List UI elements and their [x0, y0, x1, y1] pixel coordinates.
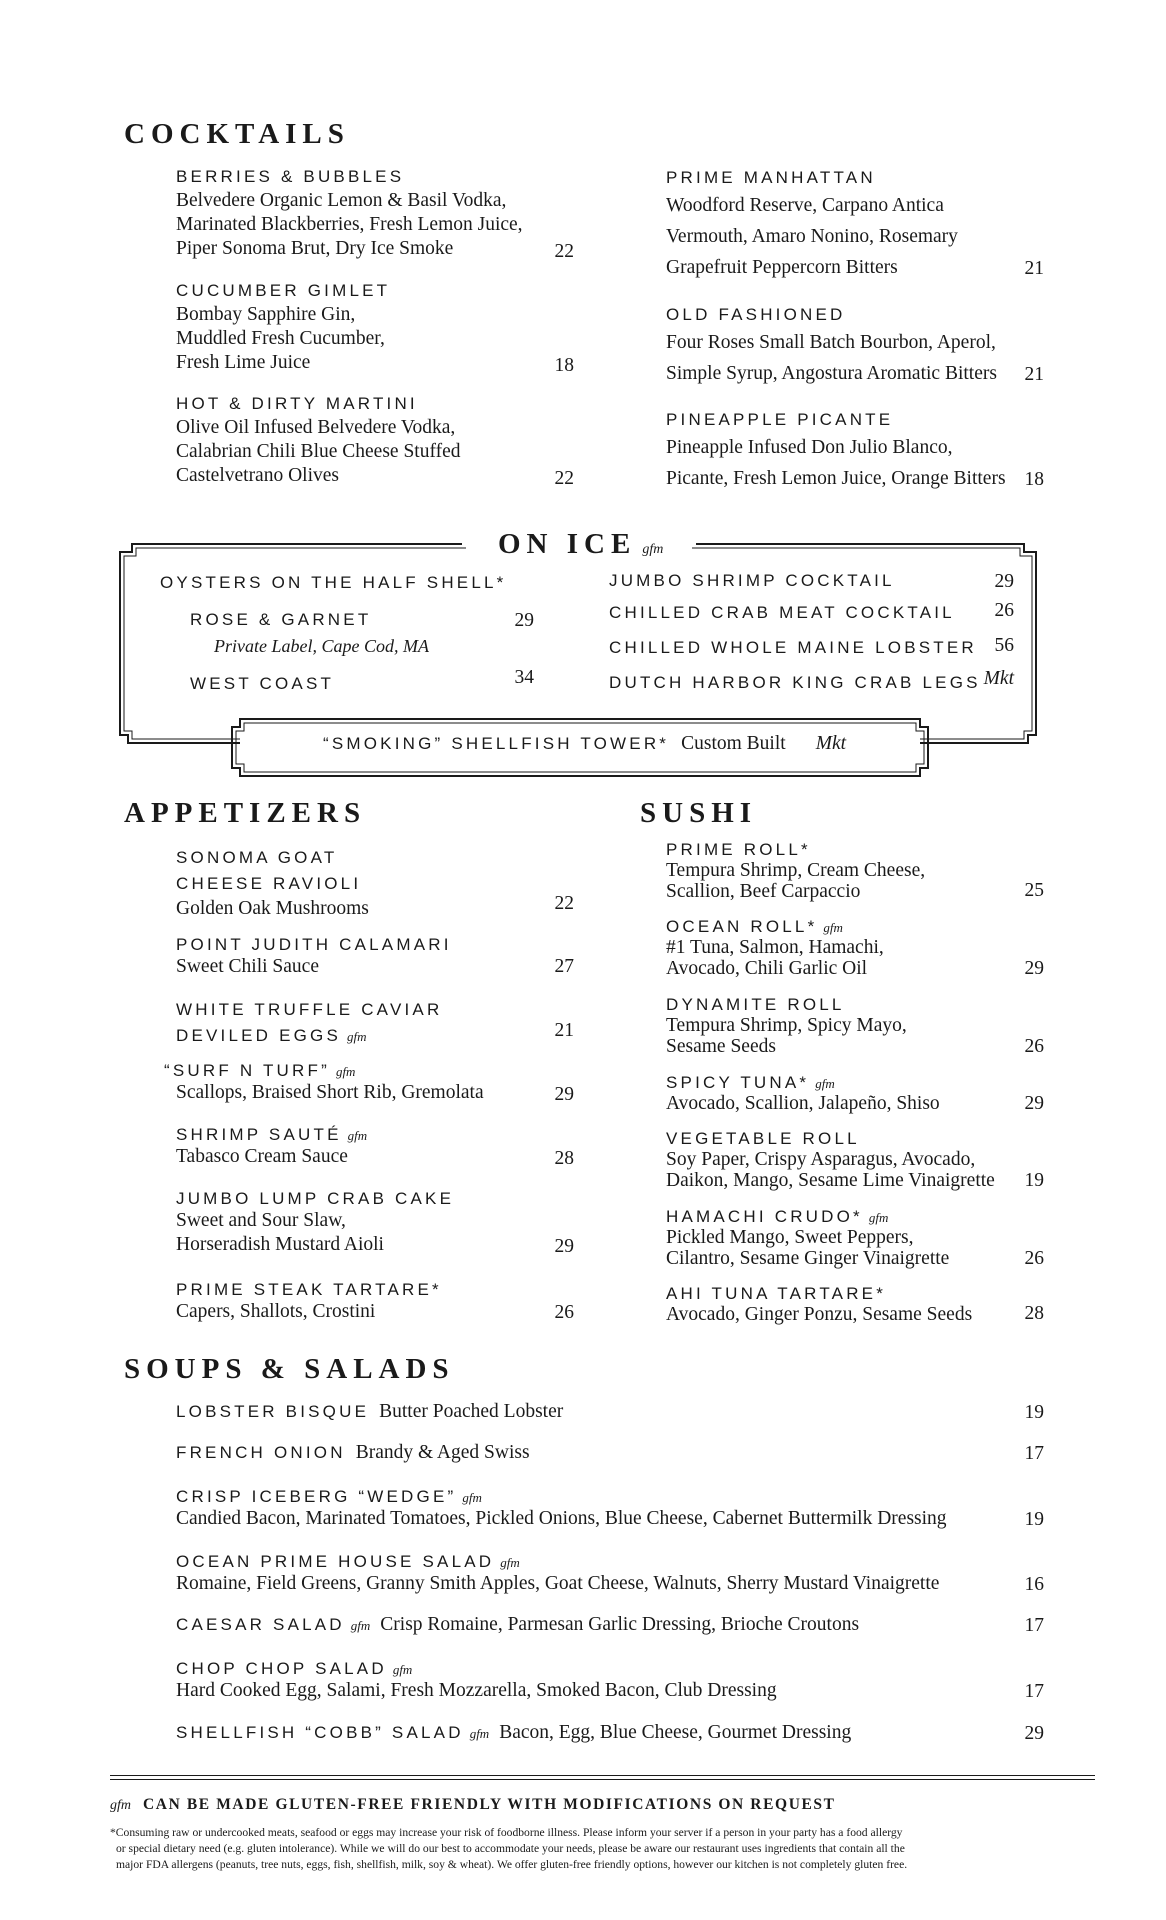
on-ice-item-name: JUMBO SHRIMP COCKTAIL: [609, 571, 895, 590]
gluten-free-text: CAN BE MADE GLUTEN-FREE FRIENDLY WITH MODIFICATIONS ON REQUEST: [143, 1796, 836, 1813]
item-desc: Avocado, Ginger Ponzu, Sesame Seeds: [666, 1304, 973, 1325]
item-desc: Vermouth, Amaro Nonino, Rosemary: [666, 226, 958, 247]
soup-salad-item: [176, 1442, 530, 1464]
item-desc: Sweet and Sour Slaw,: [176, 1210, 346, 1231]
disclaimer-line: major FDA allergens (peanuts, tree nuts, eggs, fish, shellfish, milk, soy & wheat). We offer gluten-free friendly options, however our kitchen is not completely gluten free.: [116, 1858, 908, 1871]
gfm-badge: gfm: [347, 1128, 368, 1143]
item-price: 16: [1024, 1574, 1044, 1595]
item-desc: Grapefruit Peppercorn Bitters: [666, 257, 898, 278]
item-desc: Piper Sonoma Brut, Dry Ice Smoke: [176, 238, 454, 259]
sushi-item: [666, 840, 1036, 902]
cocktail-item: [666, 305, 1036, 389]
cocktail-item: [666, 168, 1026, 283]
item-desc: Horseradish Mustard Aioli: [176, 1234, 384, 1255]
allergy-disclaimer: [110, 1825, 1070, 1873]
item-price: 22: [554, 468, 574, 489]
item-name: HOT & DIRTY MARTINI: [176, 394, 418, 413]
item-desc: Hard Cooked Egg, Salami, Fresh Mozzarella, Smoked Bacon, Club Dressing: [176, 1680, 777, 1701]
item-price: 21: [1024, 364, 1044, 385]
item-desc: Tempura Shrimp, Spicy Mayo,: [666, 1015, 907, 1036]
item-name: CRISP ICEBERG “WEDGE”: [176, 1487, 457, 1506]
cocktails-heading: COCKTAILS: [124, 118, 350, 150]
item-name: PRIME ROLL*: [666, 840, 811, 859]
on-ice-heading: [498, 528, 663, 561]
item-name: OCEAN ROLL*: [666, 917, 818, 936]
cocktail-item: [176, 394, 586, 488]
gfm-badge: gfm: [500, 1555, 520, 1570]
on-ice-item-name: DUTCH HARBOR KING CRAB LEGS: [609, 673, 981, 692]
item-price: 22: [554, 893, 574, 914]
item-desc: Woodford Reserve, Carpano Antica: [666, 195, 944, 216]
oysters-label: OYSTERS ON THE HALF SHELL*: [160, 573, 507, 592]
item-price: 22: [554, 241, 574, 262]
item-name: POINT JUDITH CALAMARI: [176, 935, 452, 954]
item-price: 19: [1024, 1170, 1044, 1191]
gfm-badge: gfm: [469, 1726, 490, 1741]
appetizers-heading: APPETIZERS: [124, 797, 367, 829]
item-name: FRENCH ONION: [176, 1443, 346, 1462]
disclaimer-line: or special dietary need (e.g. gluten intolerance). While we will do our best to accommodate your needs, please be aware our restaurant uses ingredients that contain all the: [116, 1842, 905, 1855]
item-desc: Daikon, Mango, Sesame Lime Vinaigrette: [666, 1170, 995, 1191]
item-name: DYNAMITE ROLL: [666, 995, 845, 1014]
appetizer-item: [176, 1280, 536, 1324]
soup-salad-item: [176, 1659, 777, 1703]
item-desc: Tempura Shrimp, Cream Cheese,: [666, 860, 926, 881]
item-name: “SURF N TURF”: [164, 1061, 330, 1080]
item-price: 26: [1024, 1036, 1044, 1057]
item-desc: Scallops, Braised Short Rib, Gremolata: [176, 1082, 484, 1103]
tower-price: Mkt: [815, 733, 847, 754]
sushi-item: [666, 917, 1036, 979]
soup-salad-item: [176, 1552, 939, 1596]
on-ice-item-price: Mkt: [983, 668, 1014, 689]
item-desc: Tabasco Cream Sauce: [176, 1146, 348, 1167]
item-name: OCEAN PRIME HOUSE SALAD: [176, 1552, 495, 1571]
on-ice-item-price: 26: [994, 600, 1014, 621]
west-coast-name: WEST COAST: [190, 674, 335, 693]
item-price: 29: [1024, 1093, 1044, 1114]
item-price: 29: [554, 1236, 574, 1257]
item-name: JUMBO LUMP CRAB CAKE: [176, 1189, 455, 1208]
item-desc: Soy Paper, Crispy Asparagus, Avocado,: [666, 1149, 976, 1170]
rose-garnet-desc: Private Label, Cape Cod, MA: [214, 636, 429, 656]
appetizer-item: [176, 935, 536, 979]
item-name: WHITE TRUFFLE CAVIAR: [176, 1000, 443, 1019]
item-name: SHRIMP SAUTÉ: [176, 1125, 342, 1144]
item-desc: Capers, Shallots, Crostini: [176, 1301, 376, 1322]
item-name: VEGETABLE ROLL: [666, 1129, 860, 1148]
gfm-badge: gfm: [868, 1210, 889, 1225]
item-desc: Golden Oak Mushrooms: [176, 898, 369, 919]
tower-desc: Custom Built: [681, 733, 786, 754]
item-desc: Muddled Fresh Cucumber,: [176, 328, 385, 349]
item-desc: Picante, Fresh Lemon Juice, Orange Bitters: [666, 468, 1006, 489]
item-price: 17: [1024, 1443, 1044, 1464]
west-coast-price: 34: [514, 667, 534, 688]
item-price: 29: [1024, 958, 1044, 979]
appetizer-item: [176, 1125, 536, 1169]
item-price: 25: [1024, 880, 1044, 901]
cocktail-item: [666, 410, 1036, 494]
item-price: 18: [1024, 469, 1044, 490]
soups-salads-heading: SOUPS & SALADS: [124, 1353, 455, 1385]
item-name: CUCUMBER GIMLET: [176, 281, 391, 300]
item-desc: Marinated Blackberries, Fresh Lemon Juice,: [176, 214, 523, 235]
item-price: 21: [554, 1020, 574, 1041]
item-desc: Candied Bacon, Marinated Tomatoes, Pickled Onions, Blue Cheese, Cabernet Buttermilk Dressing: [176, 1508, 947, 1529]
gfm-badge: gfm: [350, 1618, 371, 1633]
gfm-badge: gfm: [110, 1798, 131, 1813]
item-name: LOBSTER BISQUE: [176, 1402, 370, 1421]
disclaimer-line: *Consuming raw or undercooked meats, seafood or eggs may increase your risk of foodborne illness. Please inform your server if a person in your party has a food allergy: [110, 1826, 903, 1839]
soup-salad-item: [176, 1487, 947, 1531]
item-name: AHI TUNA TARTARE*: [666, 1284, 887, 1303]
tower-name: “SMOKING” SHELLFISH TOWER*: [323, 734, 670, 753]
on-ice-item-name: CHILLED CRAB MEAT COCKTAIL: [609, 603, 955, 622]
item-desc: Pineapple Infused Don Julio Blanco,: [666, 437, 953, 458]
item-name: BERRIES & BUBBLES: [176, 167, 405, 186]
item-name: CAESAR SALAD: [176, 1615, 345, 1634]
soup-salad-item: [176, 1401, 563, 1423]
item-desc: Olive Oil Infused Belvedere Vodka,: [176, 417, 456, 438]
gfm-badge: gfm: [392, 1662, 413, 1677]
soup-salad-item: [176, 1722, 851, 1744]
on-ice-item-price: 29: [994, 571, 1014, 592]
item-price: 28: [1024, 1303, 1044, 1324]
gfm-badge: gfm: [823, 920, 843, 935]
item-price: 18: [554, 355, 574, 376]
item-price: 29: [1024, 1723, 1044, 1744]
sushi-item: [666, 1073, 1036, 1114]
gfm-badge: gfm: [347, 1029, 367, 1044]
appetizer-item: [176, 845, 536, 921]
item-price: 27: [554, 956, 574, 977]
item-price: 29: [554, 1084, 574, 1105]
item-price: 17: [1024, 1615, 1044, 1636]
item-name: SPICY TUNA*: [666, 1073, 810, 1092]
item-desc: Pickled Mango, Sweet Peppers,: [666, 1227, 914, 1248]
rose-garnet-price: 29: [514, 610, 534, 631]
item-price: 19: [1024, 1509, 1044, 1530]
item-desc: Sweet Chili Sauce: [176, 956, 319, 977]
item-desc: Sesame Seeds: [666, 1036, 776, 1057]
item-desc: Bombay Sapphire Gin,: [176, 304, 356, 325]
item-desc: Avocado, Scallion, Jalapeño, Shiso: [666, 1093, 940, 1114]
rose-garnet-name: ROSE & GARNET: [190, 610, 372, 629]
item-name: OLD FASHIONED: [666, 305, 846, 324]
cocktail-item: [176, 167, 586, 261]
sushi-heading: SUSHI: [640, 797, 758, 829]
appetizer-item: [176, 1189, 536, 1257]
gluten-free-note: [110, 1796, 836, 1814]
item-desc: Calabrian Chili Blue Cheese Stuffed: [176, 441, 461, 462]
item-name: PRIME STEAK TARTARE*: [176, 1280, 442, 1299]
item-price: 19: [1024, 1402, 1044, 1423]
item-name: CHEESE RAVIOLI: [176, 874, 362, 893]
item-name: DEVILED EGGS: [176, 1026, 341, 1045]
item-desc: Simple Syrup, Angostura Aromatic Bitters: [666, 363, 997, 384]
footer-divider: [110, 1775, 1095, 1780]
gfm-badge: gfm: [335, 1064, 356, 1079]
gfm-badge: gfm: [642, 542, 664, 557]
item-name: HAMACHI CRUDO*: [666, 1207, 863, 1226]
sushi-item: [666, 995, 1036, 1057]
item-desc: #1 Tuna, Salmon, Hamachi,: [666, 937, 884, 958]
item-desc: Castelvetrano Olives: [176, 465, 339, 486]
item-desc: Romaine, Field Greens, Granny Smith Apples, Goat Cheese, Walnuts, Sherry Mustard Vinaigrette: [176, 1573, 940, 1594]
appetizer-item: [176, 997, 536, 1050]
item-desc: Four Roses Small Batch Bourbon, Aperol,: [666, 332, 996, 353]
cocktail-item: [176, 281, 586, 375]
sushi-item: [666, 1129, 1046, 1191]
shellfish-tower: [323, 733, 846, 755]
on-ice-item-name: CHILLED WHOLE MAINE LOBSTER: [609, 638, 977, 657]
soup-salad-item: [176, 1614, 859, 1636]
item-price: 17: [1024, 1681, 1044, 1702]
item-desc: Belvedere Organic Lemon & Basil Vodka,: [176, 190, 507, 211]
item-desc: Fresh Lime Juice: [176, 352, 311, 373]
item-desc: Cilantro, Sesame Ginger Vinaigrette: [666, 1248, 950, 1269]
item-name: PINEAPPLE PICANTE: [666, 410, 894, 429]
item-price: 28: [554, 1148, 574, 1169]
item-price: 26: [1024, 1248, 1044, 1269]
item-name: SHELLFISH “COBB” SALAD: [176, 1723, 464, 1742]
item-desc: Butter Poached Lobster: [379, 1401, 564, 1422]
item-desc: Scallion, Beef Carpaccio: [666, 881, 861, 902]
item-name: PRIME MANHATTAN: [666, 168, 876, 187]
gfm-badge: gfm: [462, 1490, 482, 1505]
sushi-item: [666, 1284, 1036, 1325]
item-name: SONOMA GOAT: [176, 848, 338, 867]
gfm-badge: gfm: [815, 1076, 835, 1091]
item-price: 21: [1024, 258, 1044, 279]
on-ice-title: ON ICE: [498, 528, 637, 560]
item-desc: Brandy & Aged Swiss: [355, 1442, 530, 1463]
item-desc: Avocado, Chili Garlic Oil: [666, 958, 868, 979]
item-desc: Bacon, Egg, Blue Cheese, Gourmet Dressing: [499, 1722, 852, 1743]
item-name: CHOP CHOP SALAD: [176, 1659, 387, 1678]
appetizer-item: [164, 1061, 544, 1105]
sushi-item: [666, 1207, 1036, 1269]
item-price: 26: [554, 1302, 574, 1323]
on-ice-item-price: 56: [994, 635, 1014, 656]
item-desc: Crisp Romaine, Parmesan Garlic Dressing, Brioche Croutons: [380, 1614, 860, 1635]
